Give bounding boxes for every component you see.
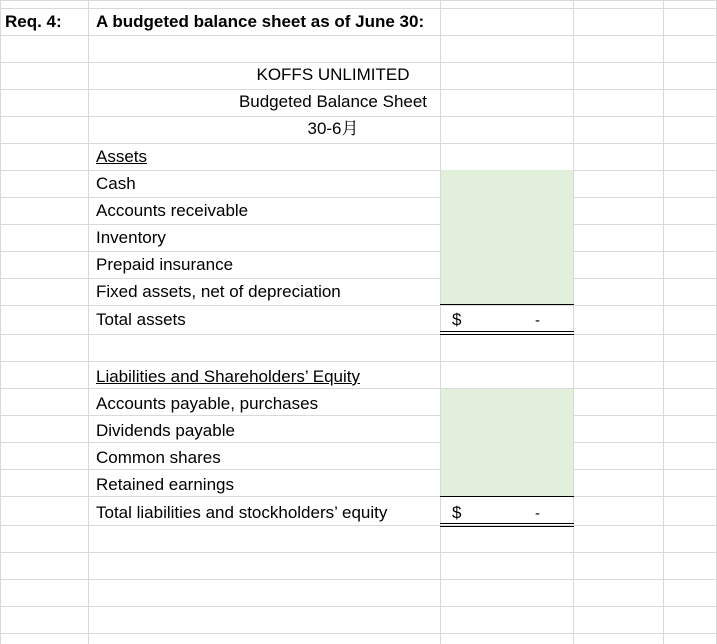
total-assets-currency: $ (452, 310, 462, 329)
total-liabilities-label: Total liabilities and stockholders’ equity (96, 503, 388, 522)
liability-accounts-payable: Accounts payable, purchases (96, 394, 319, 413)
assets-heading: Assets (96, 147, 148, 166)
statement-date: 30-6月 (307, 119, 359, 138)
asset-accounts-receivable: Accounts receivable (96, 201, 249, 220)
asset-fixed-assets: Fixed assets, net of depreciation (96, 282, 341, 301)
asset-cash: Cash (96, 174, 136, 193)
asset-prepaid-insurance: Prepaid insurance (96, 255, 234, 274)
liabilities-heading: Liabilities and Shareholders’ Equity (96, 367, 360, 386)
equity-retained-earnings: Retained earnings (96, 475, 234, 494)
total-liabilities-double-underline-1 (440, 523, 574, 524)
statement-title: Budgeted Balance Sheet (238, 92, 428, 111)
total-assets-double-underline-2 (440, 334, 574, 335)
total-liabilities-top-border (440, 496, 574, 497)
total-assets-double-underline-1 (440, 331, 574, 332)
req-title: A budgeted balance sheet as of June 30: (96, 12, 425, 31)
total-liabilities-value: - (535, 505, 540, 522)
equity-common-shares: Common shares (96, 448, 221, 467)
total-assets-label: Total assets (96, 310, 186, 329)
req-label: Req. 4: (5, 12, 62, 31)
total-assets-value: - (535, 312, 540, 329)
company-name: KOFFS UNLIMITED (256, 65, 410, 84)
total-liabilities-currency: $ (452, 503, 462, 522)
total-assets-top-border (440, 304, 574, 305)
asset-input-cells[interactable] (441, 170, 573, 304)
liability-input-cells[interactable] (441, 389, 573, 496)
total-liabilities-double-underline-2 (440, 526, 574, 527)
asset-inventory: Inventory (96, 228, 166, 247)
liability-dividends-payable: Dividends payable (96, 421, 235, 440)
